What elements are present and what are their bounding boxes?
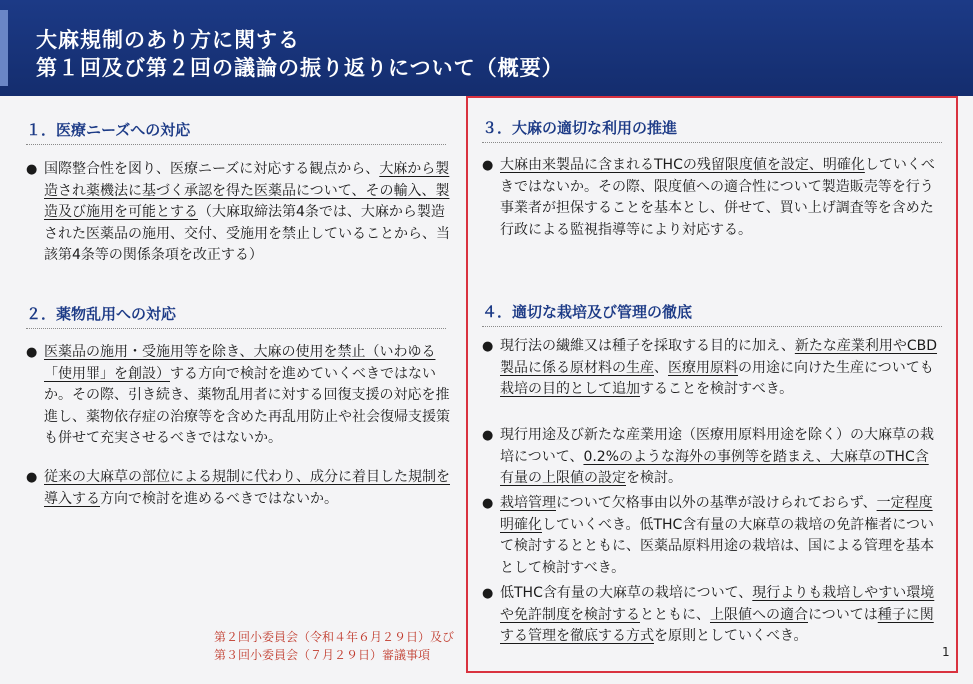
section-3-paragraph-1: ● 大麻由来製品に含まれるTHCの残留限度値を設定、明確化していくべきではないか。その際、限度値への適合性について製造販売等を行う事業者が担保することを基本とし、併せて、買い上げ調査等を含めた行政による監視指導等により対応する。 <box>482 157 935 238</box>
bullet-icon: ● <box>26 470 38 485</box>
bullet-icon: ● <box>482 428 494 443</box>
section-4-paragraph-1: ● 現行法の繊維又は種子を採取する目的に加え、新たな産業利用やCBD製品に係る原材料の生産、医療用原料の用途に向けた生産についても栽培の目的として追加することを検討すべき。 <box>482 338 938 397</box>
title-accent-stripe <box>0 10 8 86</box>
meeting-footnote <box>214 628 454 664</box>
bullet-icon: ● <box>482 339 494 354</box>
section-4-paragraph-2: ● 現行用途及び新たな産業用途（医療用原料用途を除く）の大麻草の栽培について、0.2%のような海外の事例等を踏まえ、大麻草のTHC含有量の上限値の設定を検討。 <box>482 427 934 486</box>
page-title-line2: 第１回及び第２回の議論の振り返りについて（概要） <box>36 56 564 80</box>
section-2-paragraph-1: ● 医薬品の施用・受施用等を除き、大麻の使用を禁止（いわゆる「使用罪」を創設）する方向で検討を進めていくべきではないか。その際、引き続き、薬物乱用者に対する回復支援の対応を推進し、薬物依存症の治療等を含めた再乱用防止や社会復帰支援策も併せて充実させるべきではないか。 <box>26 344 450 446</box>
bullet-icon: ● <box>26 345 38 360</box>
section-4-paragraph-3: ● 栽培管理について欠格事由以外の基準が設けられておらず、一定程度明確化していくべき。低THC含有量の大麻草の栽培の免許権者について検討するとともに、医薬品原料用途の栽培は、国による管理を基本として検討すべき。 <box>482 495 935 576</box>
page-title-line1: 大麻規制のあり方に関する <box>36 28 300 52</box>
bullet-icon: ● <box>26 162 38 177</box>
section-1-paragraph-1: ● 国際整合性を図り、医療ニーズに対応する観点から、大麻から製造され薬機法に基づく承認を得た医薬品について、その輸入、製造及び施用を可能とする（大麻取締法第4条では、大麻から製造された医薬品の施用、交付、受施用を禁止していることから、当該第4条等の関係条項を改正する） <box>26 161 450 263</box>
section-4-title: ４．適切な栽培及び管理の徹底 <box>482 298 942 327</box>
section-2-title: ２．薬物乱用への対応 <box>26 300 446 329</box>
bullet-icon: ● <box>482 496 494 511</box>
section-4-paragraph-4: ● 低THC含有量の大麻草の栽培について、現行よりも栽培しやすい環境や免許制度を検討するとともに、上限値への適合については種子に関する管理を徹底する方式を原則としていくべき。 <box>482 585 935 644</box>
section-1-title: １．医療ニーズへの対応 <box>26 116 446 145</box>
footnote-line-1: 第２回小委員会（令和４年６月２９日）及び <box>214 630 455 644</box>
section-3-title: ３．大麻の適切な利用の推進 <box>482 114 942 143</box>
bullet-icon: ● <box>482 158 494 173</box>
footnote-line-2: 第３回小委員会（７月２９日）審議事項 <box>214 648 431 662</box>
bullet-icon: ● <box>482 586 494 601</box>
page-number: 1 <box>942 645 950 659</box>
title-banner <box>0 0 973 96</box>
section-2-paragraph-2: ● 従来の大麻草の部位による規制に代わり、成分に着目した規制を導入する方向で検討を進めるべきではないか。 <box>26 469 450 507</box>
